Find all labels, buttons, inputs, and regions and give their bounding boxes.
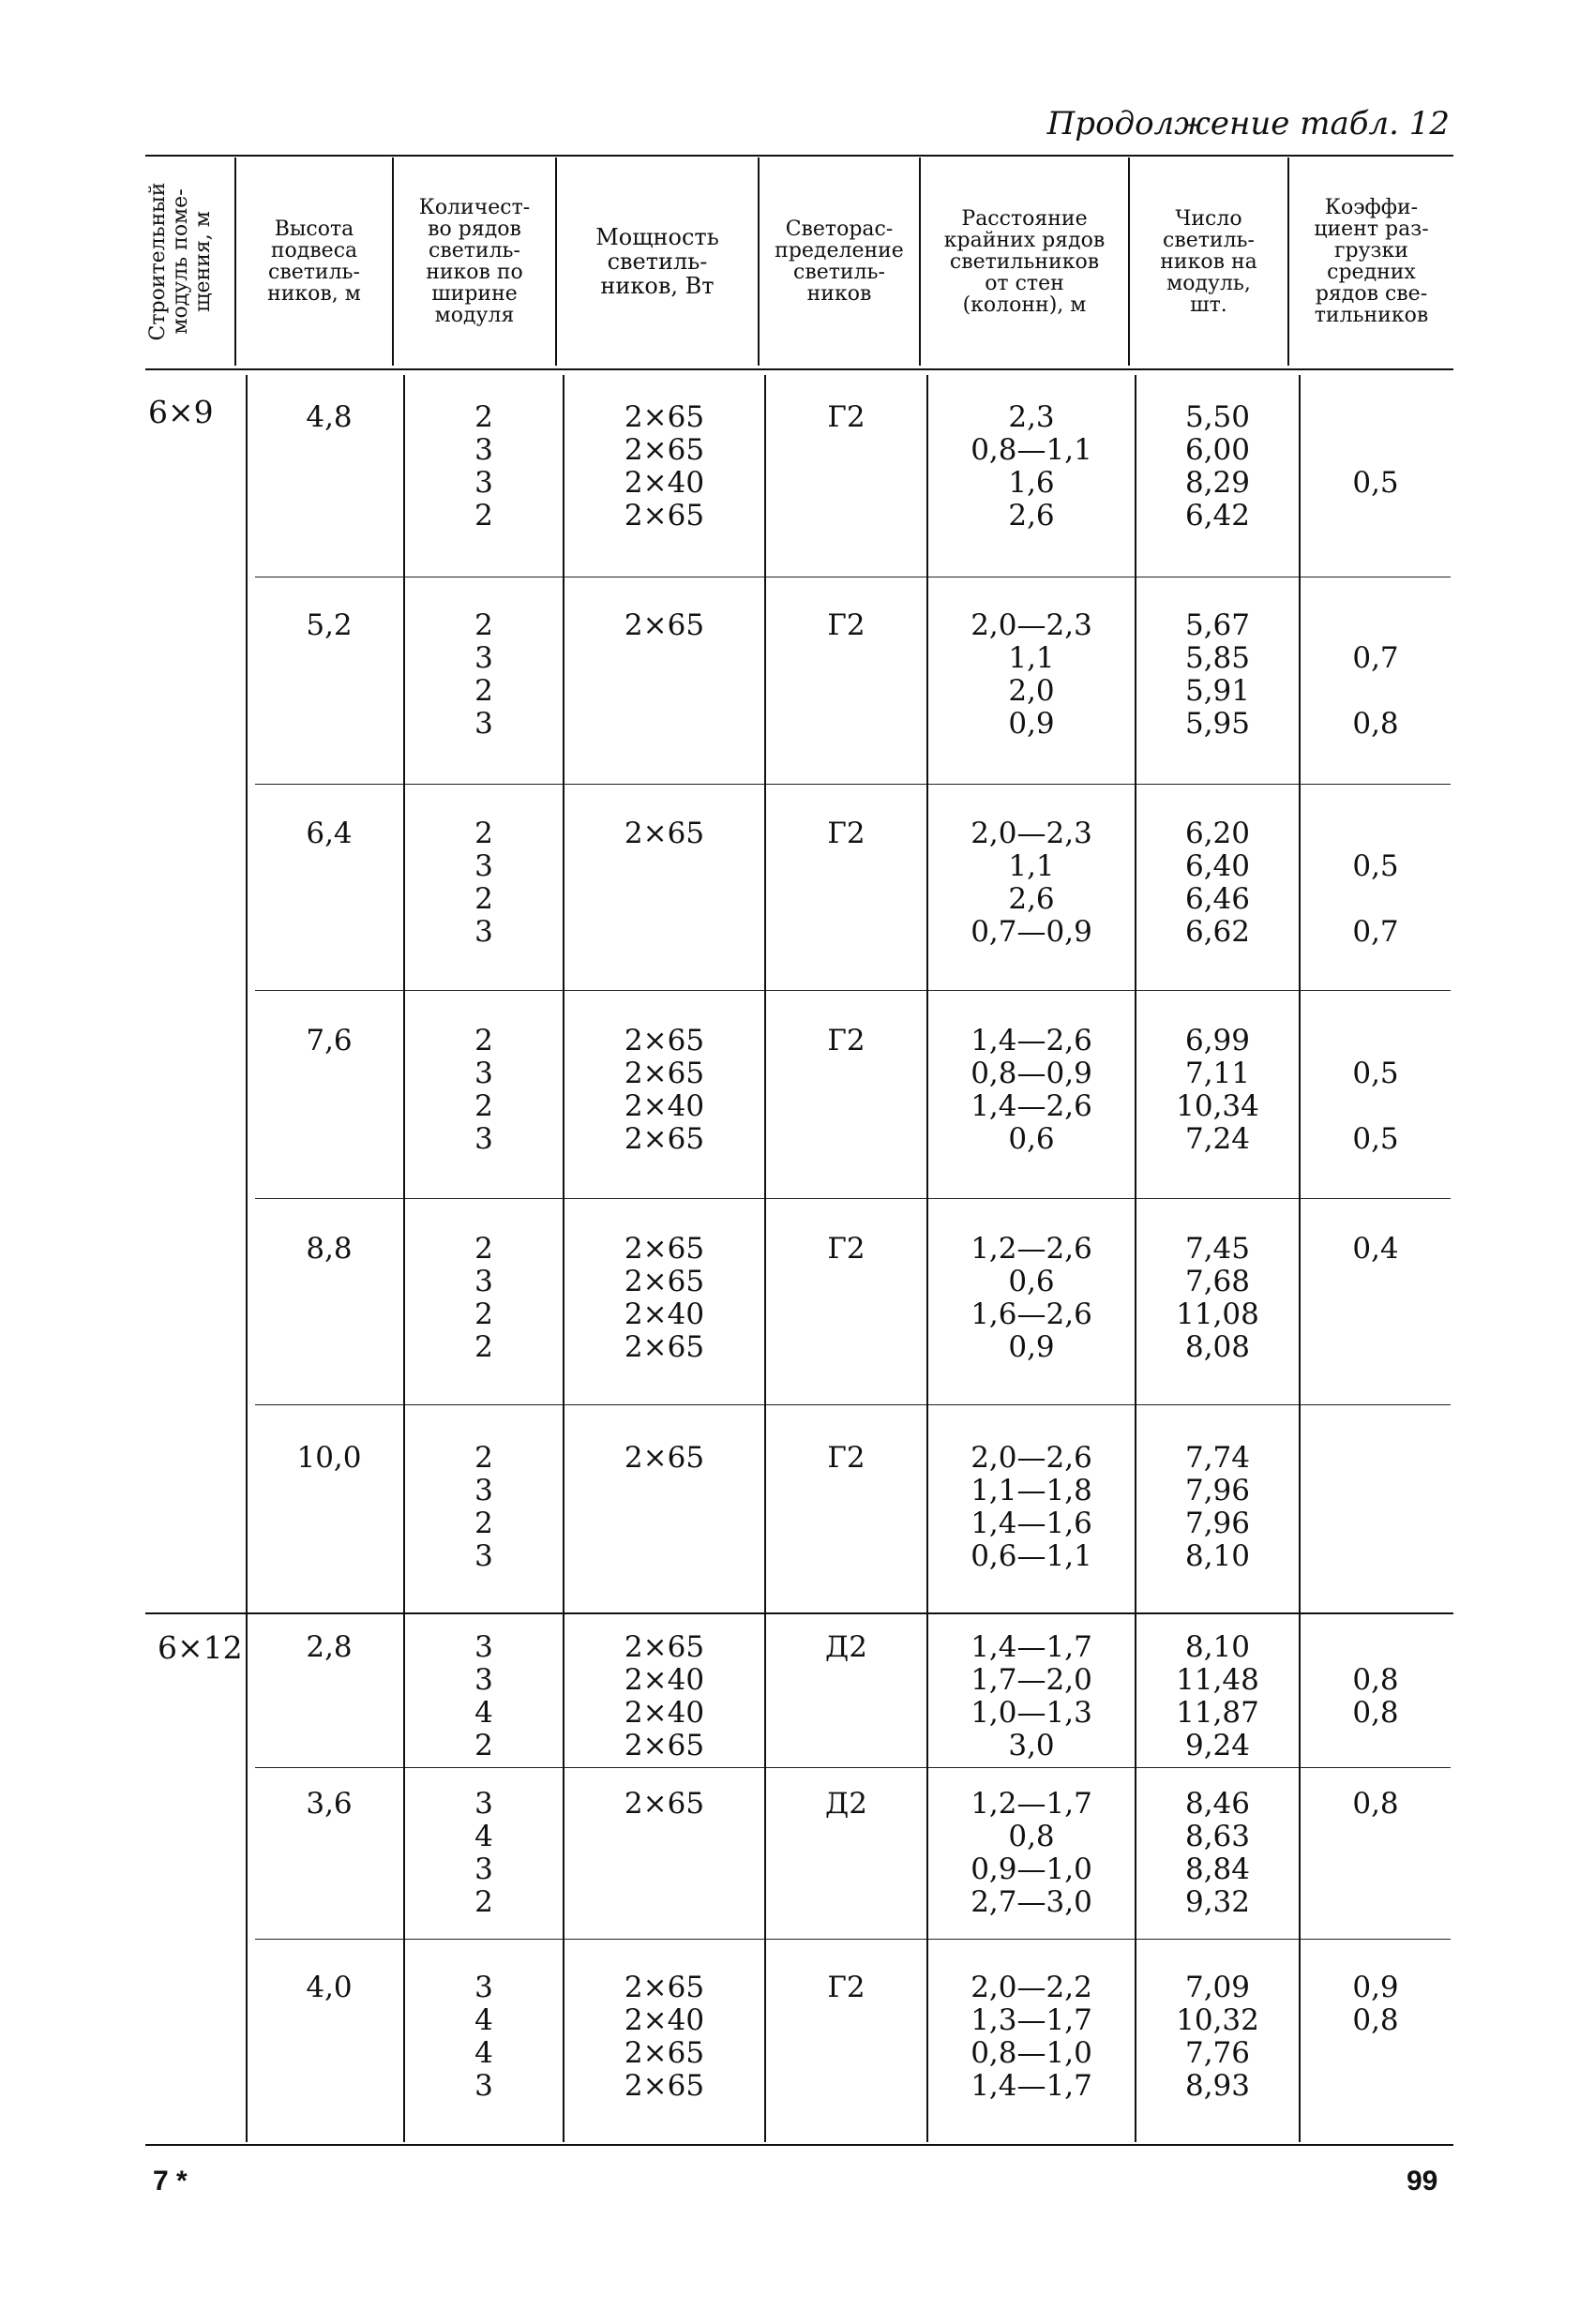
cell-power: 2×65 [624, 1441, 705, 1475]
cell-light: Г2 [827, 1441, 865, 1475]
cell-distance: 1,4—2,6 0,8—0,9 1,4—2,6 0,6 [971, 1024, 1092, 1156]
cell-height: 8,8 [306, 1232, 353, 1266]
cell-rows: 3 4 3 2 [474, 1787, 493, 1919]
cell-rows: 3 3 4 2 [474, 1630, 493, 1762]
cell-count: 7,45 7,68 11,08 8,08 [1176, 1232, 1259, 1364]
module-col-sep [246, 375, 248, 2142]
cell-distance: 1,2—1,7 0,8 0,9—1,0 2,7—3,0 [971, 1787, 1092, 1919]
cell-height: 6,4 [306, 817, 353, 850]
cell-height: 3,6 [306, 1787, 353, 1821]
footer-signature-mark: 7 * [153, 2166, 188, 2197]
cell-count: 7,09 10,32 7,76 8,93 [1176, 1971, 1259, 2103]
cell-distance: 1,2—2,6 0,6 1,6—2,6 0,9 [971, 1232, 1092, 1364]
cell-light: Г2 [827, 1971, 865, 2004]
cell-rows: 2 3 2 3 [474, 608, 493, 741]
header-module: Строительный модуль поме- щения, м [145, 182, 215, 341]
group-rule [255, 1939, 1451, 1940]
header-light-distribution: Светорас- пределение светиль- ников [775, 217, 904, 306]
header-rows-count: Количест- во рядов светиль- ников по ширине модуля [418, 196, 531, 327]
cell-power: 2×65 2×65 2×40 2×65 [624, 1024, 705, 1156]
group-rule [255, 784, 1451, 785]
cell-coef: 0,5 0,7 [1352, 849, 1399, 949]
cell-power: 2×65 2×65 2×40 2×65 [624, 400, 705, 532]
table-bottom-rule [145, 2144, 1453, 2146]
cell-count: 5,50 6,00 8,29 6,42 [1184, 400, 1251, 532]
cell-light: Д2 [825, 1787, 867, 1821]
header-bottom-rule [145, 368, 1453, 370]
cell-coef: 0,9 0,8 [1352, 1971, 1399, 2037]
cell-distance: 2,0—2,6 1,1—1,8 1,4—1,6 0,6—1,1 [971, 1441, 1092, 1573]
cell-light: Г2 [827, 400, 865, 434]
cell-height: 4,8 [306, 400, 353, 434]
module-rule [145, 1612, 1453, 1614]
module-label-6x12: 6×12 [158, 1629, 243, 1666]
cell-light: Д2 [825, 1630, 867, 1664]
cell-coef: 0,8 [1352, 1787, 1399, 1821]
group-rule [255, 1767, 1451, 1768]
cell-distance: 2,0—2,3 1,1 2,0 0,9 [971, 608, 1092, 741]
cell-distance: 2,0—2,2 1,3—1,7 0,8—1,0 1,4—1,7 [971, 1971, 1092, 2103]
cell-rows: 2 3 2 3 [474, 1441, 493, 1573]
cell-coef: 0,5 0,5 [1352, 1057, 1399, 1156]
cell-power: 2×65 [624, 1787, 705, 1821]
cell-power: 2×65 [624, 817, 705, 850]
cell-rows: 2 3 2 3 [474, 1024, 493, 1156]
header-coefficient: Коэффи- циент раз- грузки средних рядов све- тильников [1314, 196, 1429, 327]
group-rule [255, 990, 1451, 991]
cell-count: 8,46 8,63 8,84 9,32 [1184, 1787, 1251, 1919]
cell-count: 7,74 7,96 7,96 8,10 [1184, 1441, 1251, 1573]
cell-count: 5,67 5,85 5,91 5,95 [1184, 608, 1251, 741]
cell-coef: 0,4 [1352, 1232, 1399, 1266]
header-height: Высота подвеса светиль- ников, м [267, 217, 361, 306]
cell-rows: 3 4 4 3 [474, 1971, 493, 2103]
cell-coef: 0,5 [1352, 466, 1399, 500]
cell-height: 4,0 [306, 1971, 353, 2004]
cell-distance: 2,0—2,3 1,1 2,6 0,7—0,9 [971, 817, 1092, 949]
cell-power: 2×65 2×40 2×65 2×65 [624, 1971, 705, 2103]
header-distance: Расстояние крайних рядов светильников от стен (колонн), м [943, 206, 1106, 317]
cell-count: 8,10 11,48 11,87 9,24 [1176, 1630, 1259, 1762]
cell-height: 2,8 [306, 1630, 353, 1664]
cell-light: Г2 [827, 1232, 865, 1266]
cell-power: 2×65 [624, 608, 705, 642]
cell-height: 7,6 [306, 1024, 353, 1057]
cell-power: 2×65 2×65 2×40 2×65 [624, 1232, 705, 1364]
header-power: Мощность светиль- ников, Вт [595, 224, 719, 299]
cell-distance: 1,4—1,7 1,7—2,0 1,0—1,3 3,0 [971, 1630, 1092, 1762]
group-rule [255, 1404, 1451, 1405]
cell-distance: 2,3 0,8—1,1 1,6 2,6 [971, 400, 1092, 532]
cell-rows: 2 3 2 3 [474, 817, 493, 949]
cell-rows: 2 3 3 2 [474, 400, 493, 532]
module-label-6x9: 6×9 [148, 394, 214, 430]
cell-count: 6,20 6,40 6,46 6,62 [1184, 817, 1251, 949]
header-count: Число светиль- ников на модуль, шт. [1160, 206, 1257, 317]
header-top-rule [145, 155, 1453, 157]
group-rule [255, 1198, 1451, 1199]
page-number: 99 [1407, 2166, 1438, 2197]
cell-count: 6,99 7,11 10,34 7,24 [1176, 1024, 1259, 1156]
cell-light: Г2 [827, 608, 865, 642]
cell-coef: 0,7 0,8 [1352, 641, 1399, 741]
cell-light: Г2 [827, 817, 865, 850]
cell-height: 10,0 [296, 1441, 362, 1475]
cell-light: Г2 [827, 1024, 865, 1057]
cell-height: 5,2 [306, 608, 353, 642]
cell-power: 2×65 2×40 2×40 2×65 [624, 1630, 705, 1762]
cell-coef: 0,8 0,8 [1352, 1663, 1399, 1730]
table-caption: Продолжение табл. 12 [1046, 105, 1450, 142]
cell-rows: 2 3 2 2 [474, 1232, 493, 1364]
